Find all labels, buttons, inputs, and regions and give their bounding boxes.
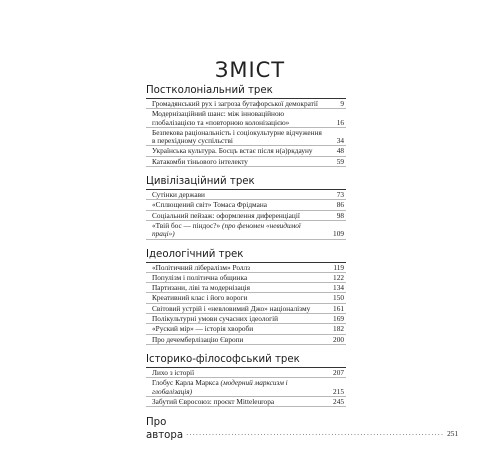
entry-title [152,147,324,155]
entry-title-text: Катакомби тіньового інтелекту [152,156,248,166]
toc-entry [146,129,346,147]
entry-page-number: 59 [336,156,344,166]
entry-title-text: Українська культура. Босцъ встає після н(а)ркдауну [152,146,313,156]
entry-title [152,158,324,166]
entry-title-text: Громадянський рух і загроза бутафорської демократії [152,99,318,108]
toc-entry [146,294,346,303]
toc-section [146,84,346,167]
entry-title [152,379,324,396]
toc-entry [146,379,346,397]
entry-title-text: Популізм і політична общинка [152,272,248,282]
about-author-label: Про автора [146,417,184,442]
entry-title-text: Про дечемберлізацію Європи [152,334,244,344]
entry-page-number: 215 [333,386,344,396]
toc-entry [146,212,346,221]
entry-title-text: Лихо з історії [152,367,195,377]
entry-title [152,325,324,333]
entry-title [152,336,324,344]
toc-section [146,248,346,345]
entry-title [152,284,324,292]
entry-title [152,212,324,220]
entry-title-text: Партизани, ліві та модернізація [152,283,251,293]
toc-entry [146,264,346,273]
entry-title [152,100,324,108]
entry-title-text: Забутий Євросоюз: проєкт Mitteleuropa [152,396,275,406]
entry-title-italic: (про феномен «невидимої праці») [152,220,301,239]
toc-entry [146,147,346,156]
toc-entry [146,191,346,200]
section-heading: Постколоніальний трек [146,84,346,99]
entry-page-number: 109 [333,229,344,239]
about-author-entry [146,416,459,442]
about-author-page: 251 [447,429,459,439]
toc-entry [146,315,346,324]
toc-entry [146,369,346,378]
entry-title [152,315,324,323]
entry-title [152,369,324,377]
toc-entry [146,325,346,334]
entry-page-number: 9 [340,99,344,108]
dot-leader: ................................................................................ [186,429,445,438]
toc-entry [146,274,346,283]
toc-entry [146,201,346,210]
entry-page-number: 207 [333,367,344,377]
entry-page-number: 73 [336,190,344,200]
toc-entry [146,110,346,128]
entry-page-number: 119 [333,262,344,272]
entry-title [152,201,324,209]
section-heading: Історико-філософський трек [146,353,346,368]
entry-title [152,110,324,127]
entry-title [152,129,324,146]
table-of-contents [146,84,459,442]
toc-entry [146,284,346,293]
entry-page-number: 150 [333,293,344,303]
toc-entry [146,336,346,345]
entry-title-text: Модернізаційний шанс: між інноваційною глобалізацією та «повторною колонізацією» [152,109,290,127]
entry-page-number: 245 [333,396,344,406]
toc-entry [146,398,346,407]
entry-page-number: 169 [333,314,344,324]
entry-page-number: 122 [333,272,344,282]
entry-title-text: «Політичний лібералізм» Роллз [152,262,251,272]
entry-title-italic: (модерний марксизм і глобалізація) [152,378,288,396]
entry-title [152,264,324,272]
toc-section [146,353,346,407]
entry-title [152,398,324,406]
entry-page-number: 161 [333,303,344,313]
entry-title [152,274,324,282]
toc-entry [146,222,346,240]
entry-page-number: 34 [336,136,344,146]
section-heading: Цивілізаційний трек [146,175,346,190]
entry-page-number: 48 [336,146,344,156]
entry-title-text: Сутінки держави [152,190,205,200]
entry-title-text: «Сплющений світ» Томаса Фрідмана [152,200,268,210]
entry-title [152,222,324,239]
entry-title-text: Безпекова раціональність і соціокультурне відчуження в перехідному суспільстві [152,127,322,146]
toc-section [146,175,346,239]
entry-title [152,294,324,302]
entry-page-number: 16 [336,117,344,127]
page-title: ЗМІСТ [214,58,286,82]
toc-entry [146,305,346,314]
entry-title-text: Полікультурні умови сучасних ідеологій [152,314,279,324]
entry-page-number: 86 [336,200,344,210]
entry-title-text: Глобус Карла Маркса [152,378,221,388]
entry-title-text: Соціальний пейзаж: оформлення диференціації [152,210,300,220]
entry-title-text: «Твій бос — піндос?» [152,220,223,230]
entry-title-text: «Руский мір» — історія хвороби [152,324,254,334]
section-heading: Ідеологічний трек [146,248,346,263]
entry-page-number: 134 [333,283,344,293]
entry-title [152,191,324,199]
entry-page-number: 182 [333,324,344,334]
toc-entry [146,100,346,109]
entry-title [152,305,324,313]
entry-title-text: Світовий устрій і «невловимий Джо» націоналізму [152,303,311,313]
entry-page-number: 200 [333,334,344,344]
entry-title-text: Креативний клас і його вороги [152,293,248,303]
entry-page-number: 98 [336,210,344,220]
toc-entry [146,158,346,167]
